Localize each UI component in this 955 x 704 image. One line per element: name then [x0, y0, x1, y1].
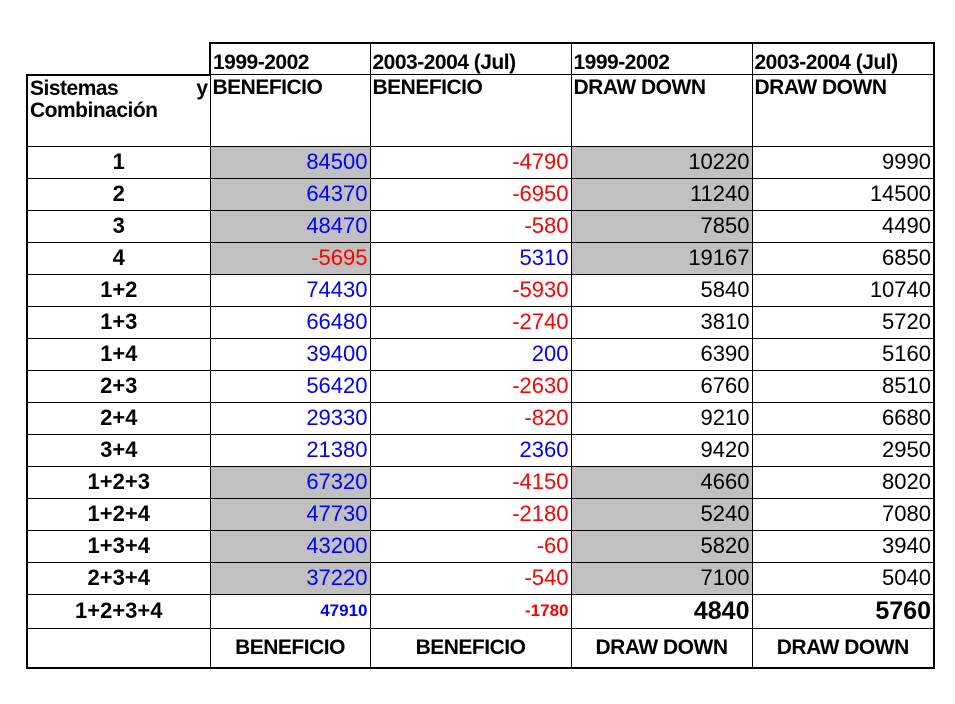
drawdown-1999-2002: 10220 [571, 146, 752, 178]
table-row [27, 242, 934, 274]
beneficio-1999-2002: 84500 [210, 146, 370, 178]
footer-metric-3: DRAW DOWN [571, 628, 752, 668]
table-row [27, 530, 934, 562]
drawdown-1999-2002: 5240 [571, 498, 752, 530]
drawdown-1999-2002: 11240 [571, 178, 752, 210]
header-metric-2: BENEFICIO [370, 75, 571, 147]
drawdown-2003-2004: 6680 [752, 402, 934, 434]
footer-metric-4: DRAW DOWN [752, 628, 934, 668]
total-label: 1+2+3+4 [27, 594, 210, 628]
drawdown-2003-2004: 7080 [752, 498, 934, 530]
drawdown-2003-2004: 14500 [752, 178, 934, 210]
header-metric-1: BENEFICIO [210, 75, 370, 147]
drawdown-1999-2002: 4660 [571, 466, 752, 498]
drawdown-2003-2004: 3940 [752, 530, 934, 562]
system-label: 1+3 [27, 306, 210, 338]
system-label: 2+4 [27, 402, 210, 434]
total-drawdown-1999-2002: 4840 [571, 594, 752, 628]
drawdown-2003-2004: 6850 [752, 242, 934, 274]
table-row [27, 370, 934, 402]
table-row [27, 562, 934, 594]
header-word-y: y [196, 76, 208, 100]
system-label: 3+4 [27, 434, 210, 466]
system-label: 2+3 [27, 370, 210, 402]
beneficio-1999-2002: 21380 [210, 434, 370, 466]
beneficio-1999-2002: 37220 [210, 562, 370, 594]
header-period-2: 2003-2004 (Jul) [370, 43, 571, 75]
header-word-combinacion: Combinación [30, 98, 158, 122]
header-row-metrics [27, 75, 934, 147]
beneficio-2003-2004: -2740 [370, 306, 571, 338]
beneficio-2003-2004: -4790 [370, 146, 571, 178]
drawdown-2003-2004: 5160 [752, 338, 934, 370]
drawdown-1999-2002: 5820 [571, 530, 752, 562]
drawdown-2003-2004: 8020 [752, 466, 934, 498]
system-label: 1+3+4 [27, 530, 210, 562]
drawdown-1999-2002: 3810 [571, 306, 752, 338]
system-label: 2+3+4 [27, 562, 210, 594]
beneficio-1999-2002: 48470 [210, 210, 370, 242]
table-row [27, 274, 934, 306]
drawdown-2003-2004: 10740 [752, 274, 934, 306]
total-drawdown-2003-2004: 5760 [752, 594, 934, 628]
beneficio-2003-2004: 2360 [370, 434, 571, 466]
total-beneficio-2003-2004: -1780 [370, 594, 571, 628]
drawdown-2003-2004: 8510 [752, 370, 934, 402]
beneficio-1999-2002: 29330 [210, 402, 370, 434]
table-row [27, 434, 934, 466]
header-period-3: 1999-2002 [571, 43, 752, 75]
drawdown-2003-2004: 2950 [752, 434, 934, 466]
beneficio-2003-2004: -60 [370, 530, 571, 562]
drawdown-1999-2002: 6390 [571, 338, 752, 370]
system-label: 1 [27, 146, 210, 178]
header-word-sistemas: Sistemas [30, 76, 119, 100]
beneficio-1999-2002: 66480 [210, 306, 370, 338]
table-row [27, 306, 934, 338]
beneficio-1999-2002: 43200 [210, 530, 370, 562]
footer-empty-cell [27, 628, 210, 668]
table-row [27, 210, 934, 242]
drawdown-1999-2002: 7850 [571, 210, 752, 242]
drawdown-1999-2002: 9420 [571, 434, 752, 466]
results-table [26, 42, 935, 669]
system-label: 4 [27, 242, 210, 274]
system-label: 3 [27, 210, 210, 242]
footer-row [27, 628, 934, 668]
drawdown-1999-2002: 7100 [571, 562, 752, 594]
system-label: 1+2+3 [27, 466, 210, 498]
beneficio-2003-2004: -4150 [370, 466, 571, 498]
table-row [27, 338, 934, 370]
beneficio-1999-2002: 74430 [210, 274, 370, 306]
table-row [27, 466, 934, 498]
beneficio-1999-2002: 67320 [210, 466, 370, 498]
system-label: 1+2+4 [27, 498, 210, 530]
drawdown-1999-2002: 5840 [571, 274, 752, 306]
beneficio-1999-2002: 47730 [210, 498, 370, 530]
table-row [27, 498, 934, 530]
footer-metric-1: BENEFICIO [210, 628, 370, 668]
footer-metric-2: BENEFICIO [370, 628, 571, 668]
empty-corner [27, 43, 210, 75]
drawdown-1999-2002: 19167 [571, 242, 752, 274]
header-period-1: 1999-2002 [210, 43, 370, 75]
total-row [27, 594, 934, 628]
beneficio-1999-2002: 56420 [210, 370, 370, 402]
beneficio-2003-2004: -6950 [370, 178, 571, 210]
system-label: 1+2 [27, 274, 210, 306]
table-row [27, 402, 934, 434]
drawdown-1999-2002: 9210 [571, 402, 752, 434]
beneficio-2003-2004: -5930 [370, 274, 571, 306]
beneficio-1999-2002: 39400 [210, 338, 370, 370]
drawdown-2003-2004: 4490 [752, 210, 934, 242]
beneficio-1999-2002: 64370 [210, 178, 370, 210]
header-period-4: 2003-2004 (Jul) [752, 43, 934, 75]
system-label: 2 [27, 178, 210, 210]
drawdown-1999-2002: 6760 [571, 370, 752, 402]
beneficio-2003-2004: 200 [370, 338, 571, 370]
total-beneficio-1999-2002: 47910 [210, 594, 370, 628]
beneficio-2003-2004: -820 [370, 402, 571, 434]
beneficio-2003-2004: -2180 [370, 498, 571, 530]
header-row-periods [27, 43, 934, 75]
beneficio-2003-2004: -540 [370, 562, 571, 594]
first-column-header [27, 75, 210, 147]
system-label: 1+4 [27, 338, 210, 370]
beneficio-1999-2002: -5695 [210, 242, 370, 274]
drawdown-2003-2004: 5040 [752, 562, 934, 594]
header-metric-3: DRAW DOWN [571, 75, 752, 147]
beneficio-2003-2004: -580 [370, 210, 571, 242]
header-metric-4: DRAW DOWN [752, 75, 934, 147]
drawdown-2003-2004: 5720 [752, 306, 934, 338]
table-row [27, 178, 934, 210]
table-row [27, 146, 934, 178]
beneficio-2003-2004: -2630 [370, 370, 571, 402]
drawdown-2003-2004: 9990 [752, 146, 934, 178]
beneficio-2003-2004: 5310 [370, 242, 571, 274]
